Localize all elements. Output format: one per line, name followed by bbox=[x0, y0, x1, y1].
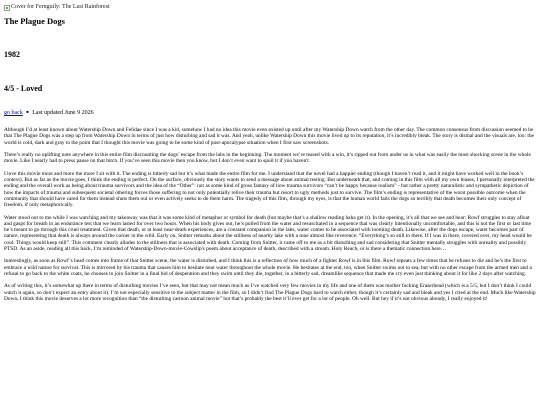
review-paragraph: Water stood out to me while I was watching and my takeaway was that it was some kind of metaphor or symbol for death (but maybe that’s a shallow reading haha get it). In the opening, it’s all that we see and hear: Rowf struggles to stay afloat and gasps for breath in an endurance test that we learn lasted for over two hours. When his body gives out, he’s pulled from the water and resuscitated in a sequence that was clearly intentionally uncomfortable, and this is not the first or last time he’s meant to go through this cruel treatment. Given that death, or at least near-death experiences, are a constant companion in the labs, water comes to be associated with looming death. Likewise, after the dogs escape, water becomes part of nature, representing that death is always around the corner in the wild. Early on, Snitter remarks about the stillness of nearby lake with a tone almost like reverence: “Everything’s so still in there. If I was in there, covered over, my head would be cool. Things would keep still”. This comment clearly alludes to the stillness that is associated with death. Coming from Snitter, it came off to me as a bit disturbing and sad considering that Snitter mentally struggles with unreality and possibly PTSD. As an aside, reading all this back, I’m reminded of Watership-Down-movie-Cowslip's poem about acceptance of death, described with a stream. Holy Reach, or is there a thematic connection here… bbox=[4, 214, 532, 253]
review-paragraph: As of writing this, it’s somewhat up there in terms of disturbing movies I’ve seen, but that may not mean much as I’ve watched very few movies in my life and one of them was mother fucking Eraserhead (which is a 5/5, but I don’t think I could watch it again, so don’t expect an entry about it). I’m not especially sensitive to the subject matter in the film, so I didn’t find The Plague Dogs hard to watch either, though it’s certainly sad and bleak and yes I cried at the end. Much like Watership Down, I think this movie deserves a lot more recognition than “the disturbing cartoon animal movie” but that’s probably the best it’ll ever get for a lot of people. Oh well. But hey if it’s not obvious already, I really enjoyed it! bbox=[4, 283, 536, 302]
separator-icon: ■ bbox=[26, 109, 29, 114]
release-year: 1982 bbox=[4, 50, 20, 59]
review-paragraph: I love this movie more and more the more I sit with it. The ending is bitterly sad but it’s what made the entire film for me. I understand that the novel had a happier ending (though I haven’t read it, and it might have worked well in the book’s context). But as far as the movie goes, I think the ending is perfect. On the surface, obviously the story wants to send a message about animal testing. But underneath that, and coming in this film with all my own biases, I personally interpreted the ending and the overall work as being about trauma survivors and the idea of the “Other”: not as some kind of gross fantasy of how trauma survivors “can’t be happy because realism” - but rather a pretty naturalistic and sympathetic depiction of how the impacts of trauma and subsequent societal othering forces those suffering to not only potentially relive their trauma but resort to ugly methods just to survive. The film’s ending is representative of the worst possible outcome when the community that should have cared for them instead shuts them out or even actively seeks to do them harm. The tragedy of this film, through my eyes, is that the human world fails the dogs so terribly that death becomes their only concept of freedom, if only metaphorically. bbox=[4, 170, 535, 209]
review-paragraph: Although I’d at least known about Watership Down and Felidae since I was a kid, somehow I had no idea this movie even existed up until after my Watership Down watch from the other day. The common consensus from discussion seemed to be that The Plague Dogs was a step up from Watership Down in terms of just how disturbing and sad it was. And yeah, unlike Watership Down this movie lived up to its reputation, it’s incredibly bleak. The story is dismal and the visuals are, too: the world is cold, dark and gray to the point that I thought this movie was going to be some kind of post-apocalypse situation when I first saw screenshots. bbox=[4, 127, 534, 146]
broken-image-icon bbox=[4, 5, 10, 11]
rating: 4/5 - Loved bbox=[4, 84, 43, 93]
review-paragraph: There’s really no uplifting note anywhere in this entire film discounting the dogs’ escape from the labs in the beginning. The moment we’re teased with a win, it’s ripped out from under us in what was easily the most shocking scene in the whole movie. Like I nearly had to press pause on that bitch. If you’ve seen this movie then you know, but I don’t even want to spoil it if you haven't. bbox=[4, 151, 531, 165]
last-updated: Last updated June 9 2026 bbox=[32, 110, 94, 116]
page-title: The Plague Dogs bbox=[4, 16, 65, 26]
go-back-link[interactable]: go back bbox=[4, 110, 23, 116]
review-body bbox=[4, 127, 536, 302]
cover-image bbox=[4, 3, 536, 12]
review-paragraph: Interestingly, as soon as Rowf’s head comes into frame of that Snitter scene, the water is disturbed, and I think this is a reflection of how much of a fighter Rowf is in this film. Rowf repeats a few times that he refuses to die and he’s the first to embrace a wild nature for survival. This is mirrored by his trauma that causes him to hesitate near water throughout the whole movie. He hesitates at the end, too, when Snitter swims out to sea, but with no other escape from the armed men and a refusal to go back to the white coats, he chooses to join Snitter in a final bid of desperation and they swim until they die, together, in a bitterly sad, dreamlike sequence that made me cry even just thinking about it for like 2 days after watching. bbox=[4, 258, 532, 278]
meta-line bbox=[4, 108, 536, 117]
cover-image-alt: Cover for Fernguily: The Last Rainforest bbox=[11, 4, 110, 10]
